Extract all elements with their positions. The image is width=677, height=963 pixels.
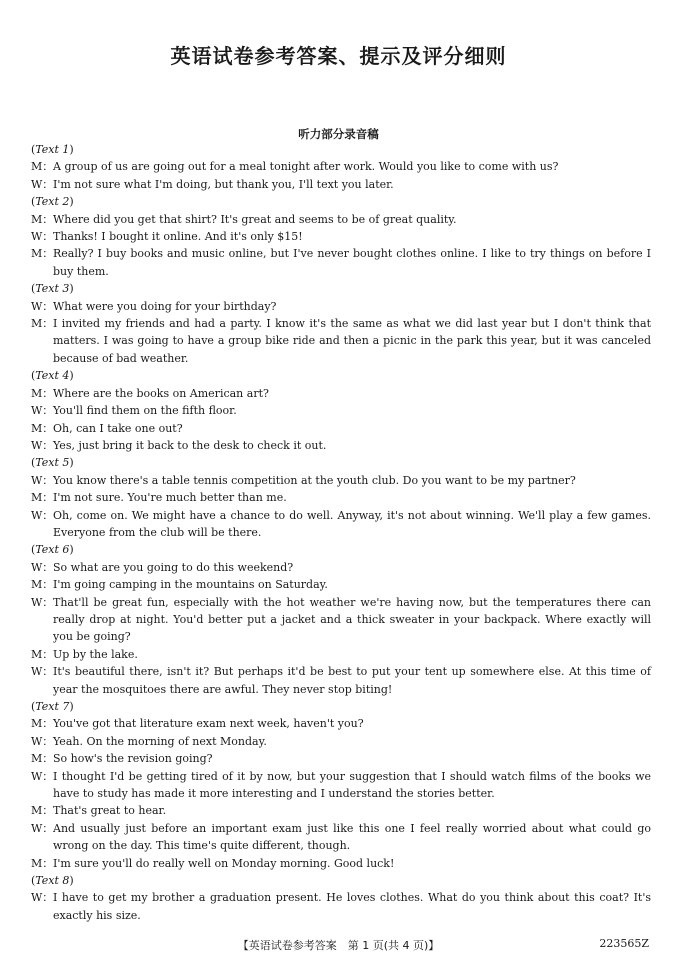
dialogue-line bbox=[31, 768, 651, 803]
dialogue-text: That's great to hear. bbox=[53, 804, 167, 818]
speaker-label: M： bbox=[31, 160, 54, 174]
text-section-label: (Text 4) bbox=[31, 369, 74, 383]
speaker-label: W： bbox=[31, 665, 54, 679]
dialogue-line bbox=[31, 663, 651, 698]
dialogue-text: I'm sure you'll do really well on Monday morning. Good luck! bbox=[53, 856, 395, 870]
dialogue-text: I'm not sure what I'm doing, but thank you, I'll text you later. bbox=[53, 177, 394, 191]
dialogue-line bbox=[31, 385, 651, 402]
dialogue-text: Where did you get that shirt? It's great and seems to be of great quality. bbox=[53, 212, 457, 226]
text-section-label-text: Text 8 bbox=[35, 874, 70, 888]
speaker-label: W： bbox=[31, 438, 54, 452]
page-footer: 【英语试卷参考答案 第 1 页(共 4 页)】 bbox=[237, 939, 440, 952]
dialogue-line bbox=[31, 228, 651, 245]
speaker-label: W： bbox=[31, 230, 54, 244]
dialogue-line bbox=[31, 802, 651, 819]
dialogue-text: I'm not sure. You're much better than me. bbox=[53, 491, 287, 505]
text-section-label: (Text 2) bbox=[31, 195, 74, 209]
text-section-label-text: Text 5 bbox=[35, 456, 70, 470]
dialogue-text: It's beautiful there, isn't it? But perhaps it'd be best to put your tent up somewhere else. At this time of year the mosquitoes there are awful. They never stop biting! bbox=[53, 665, 651, 696]
dialogue-line bbox=[31, 437, 651, 454]
dialogue-text: A group of us are going out for a meal tonight after work. Would you like to come with us? bbox=[53, 160, 559, 174]
text-section-label: (Text 5) bbox=[31, 456, 74, 470]
speaker-label: M： bbox=[31, 247, 54, 261]
speaker-label: M： bbox=[31, 647, 54, 661]
text-section-label: (Text 6) bbox=[31, 543, 74, 557]
speaker-label: M： bbox=[31, 856, 54, 870]
dialogue-text: Thanks! I bought it online. And it's only $15! bbox=[53, 230, 303, 244]
dialogue-line bbox=[31, 594, 651, 646]
dialogue-text: Up by the lake. bbox=[53, 647, 138, 661]
text-section-label-text: Text 4 bbox=[35, 369, 70, 383]
dialogue-text: You'll find them on the fifth floor. bbox=[53, 404, 237, 418]
text-section-label: (Text 8) bbox=[31, 874, 74, 888]
dialogue-text: I thought I'd be getting tired of it by now, but your suggestion that I should watch films of the books we have to study has made it more interesting and I understand the stories better. bbox=[53, 769, 651, 801]
dialogue-text: And usually just before an important exam just like this one I feel really worried about what could go wrong on the day. This time's quite different, though. bbox=[53, 821, 651, 853]
dialogue-text: What were you doing for your birthday? bbox=[53, 299, 277, 313]
speaker-label: W： bbox=[31, 769, 54, 783]
dialogue-line bbox=[31, 559, 651, 576]
dialogue-line bbox=[31, 176, 651, 193]
speaker-label: W： bbox=[31, 891, 54, 905]
section-heading: 听力部分录音稿 bbox=[298, 127, 379, 141]
text-section-label-text: Text 7 bbox=[35, 700, 70, 713]
speaker-label: W： bbox=[31, 734, 54, 748]
dialogue-text: I'm going camping in the mountains on Saturday. bbox=[53, 578, 328, 592]
speaker-label: M： bbox=[31, 421, 54, 435]
dialogue-line bbox=[31, 315, 651, 367]
speaker-label: W： bbox=[31, 560, 54, 574]
speaker-label: M： bbox=[31, 491, 54, 505]
dialogue-text: I have to get my brother a graduation present. He loves clothes. What do you think about this coat? It's exactly his size. bbox=[53, 891, 651, 922]
document-title: 英语试卷参考答案、提示及评分细则 bbox=[170, 44, 507, 68]
dialogue-text: Yeah. On the morning of next Monday. bbox=[53, 734, 267, 748]
dialogue-line bbox=[31, 715, 651, 732]
speaker-label: W： bbox=[31, 404, 54, 418]
dialogue-line bbox=[31, 472, 651, 489]
dialogue-line bbox=[31, 158, 651, 175]
dialogue-text: Oh, come on. We might have a chance to do well. Anyway, it's not about winning. We'll play a few games. Everyone from the club will be there. bbox=[53, 508, 651, 539]
speaker-label: M： bbox=[31, 752, 54, 766]
dialogue-line bbox=[31, 855, 651, 872]
dialogue-line bbox=[31, 750, 651, 767]
dialogue-text: Really? I buy books and music online, but I've never bought clothes online. I like to try things on before I buy them. bbox=[53, 247, 651, 278]
text-section-label: (Text 3) bbox=[31, 282, 74, 296]
speaker-label: W： bbox=[31, 177, 54, 191]
text-section-label-text: Text 3 bbox=[35, 282, 70, 296]
dialogue-line bbox=[31, 646, 651, 663]
dialogue-line bbox=[31, 489, 651, 506]
dialogue-line bbox=[31, 245, 651, 280]
dialogue-line bbox=[31, 402, 651, 419]
dialogue-line bbox=[31, 420, 651, 437]
speaker-label: M： bbox=[31, 317, 54, 331]
dialogue-line bbox=[31, 889, 651, 924]
text-section-label-text: Text 1 bbox=[35, 143, 70, 156]
dialogue-line bbox=[31, 298, 651, 315]
speaker-label: W： bbox=[31, 473, 54, 487]
dialogue-line bbox=[31, 576, 651, 593]
dialogue-text: Yes, just bring it back to the desk to check it out. bbox=[53, 438, 327, 452]
dialogue-text: You know there's a table tennis competition at the youth club. Do you want to be my partner? bbox=[53, 473, 576, 487]
dialogue-text: That'll be great fun, especially with the hot weather we're having now, but the temperatures there can really drop at night. You'd better put a jacket and a thick sweater in your backpack. Where exactly will you be going? bbox=[53, 595, 651, 644]
text-section-label-text: Text 6 bbox=[35, 543, 70, 557]
dialogue-text: So how's the revision going? bbox=[53, 752, 213, 766]
dialogue-text: I invited my friends and had a party. I know it's the same as what we did last year but I don't think that matters. I was going to have a group bike ride and then a picnic in the park this year, but it was canceled because of bad weather. bbox=[53, 317, 651, 365]
speaker-label: W： bbox=[31, 595, 54, 609]
speaker-label: M： bbox=[31, 717, 54, 731]
dialogue-text: So what are you going to do this weekend? bbox=[53, 560, 294, 574]
dialogue-line bbox=[31, 507, 651, 542]
speaker-label: M： bbox=[31, 386, 54, 400]
speaker-label: M： bbox=[31, 804, 54, 818]
speaker-label: W： bbox=[31, 508, 54, 522]
speaker-label: W： bbox=[31, 299, 54, 313]
dialogue-line bbox=[31, 820, 651, 855]
text-section-label: (Text 7) bbox=[31, 700, 74, 713]
dialogue-line bbox=[31, 211, 651, 228]
dialogue-text: Where are the books on American art? bbox=[53, 386, 269, 400]
text-section-label-text: Text 2 bbox=[35, 195, 70, 209]
dialogue-text: Oh, can I take one out? bbox=[53, 421, 183, 435]
document-code: 223565Z bbox=[599, 937, 649, 950]
dialogue-text: You've got that literature exam next week, haven't you? bbox=[53, 717, 364, 731]
speaker-label: W： bbox=[31, 821, 54, 835]
speaker-label: M： bbox=[31, 578, 54, 592]
dialogue-line bbox=[31, 733, 651, 750]
speaker-label: M： bbox=[31, 212, 54, 226]
transcript-body bbox=[31, 141, 651, 924]
text-section-label: (Text 1) bbox=[31, 143, 74, 156]
